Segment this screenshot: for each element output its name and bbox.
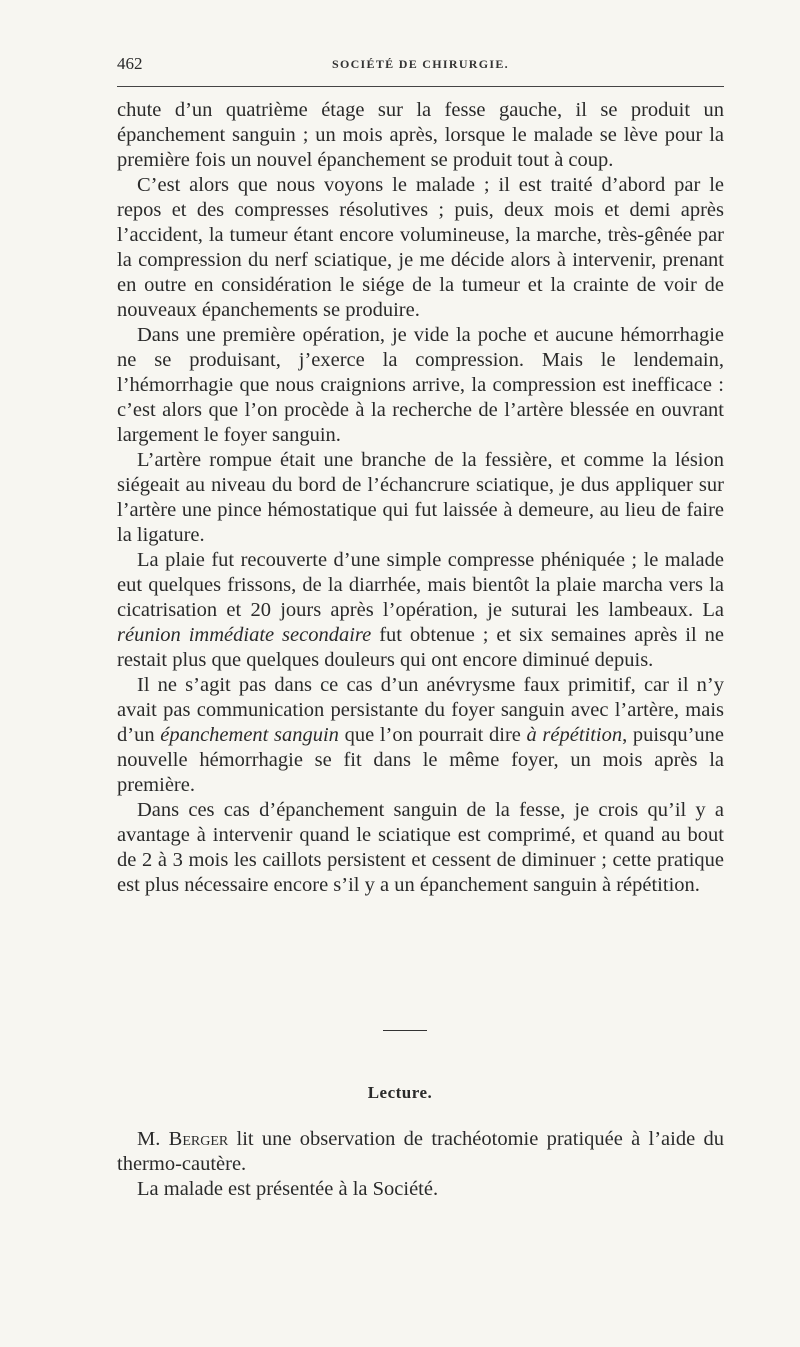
paragraph-5-text-a: La plaie fut recouverte d’une simple compresse phéniquée ; le malade eut quelques frissons, de la diarrhée, mais bientôt la plaie marcha vers la cicatrisation et 20 jours après l’opération, je suturai les lambeaux. La [117,549,724,621]
lecture-paragraph-1-rest: lit une observation de trachéotomie pratiquée à l’aide du thermo-cautère. [117,1128,724,1175]
paragraph-5-text-b: fut obtenue ; et six semaines après il ne restait plus que quelques douleurs qui ont encore diminué depuis. [117,624,724,671]
page-number: 462 [117,54,143,73]
author-prefix: M. [137,1128,169,1150]
lecture-paragraph-1 [117,1127,724,1177]
paragraph-6-text-b: que l’on pourrait dire [338,724,527,746]
header-rule [117,86,724,87]
paragraph-6-italic-1: épanchement sanguin [160,724,339,746]
lecture-text [117,1127,724,1202]
body-text [117,98,724,898]
paragraph-6 [117,673,724,798]
paragraph-5-italic: réunion immédiate secondaire [117,624,372,646]
paragraph-6-italic-2: à répétition [526,724,623,746]
author-name: Berger [168,1128,229,1150]
paragraph-4: L’artère rompue était une branche de la fessière, et comme la lésion siégeait au niveau du bord de l’échancrure sciatique, je dus appliquer sur l’artère une pince hémostatique qui fut laissée à demeure, au lieu de faire la ligature. [117,449,724,546]
paragraph-1: chute d’un quatrième étage sur la fesse gauche, il se produit un épanchement sanguin ; un mois après, lorsque le malade se lève pour la première fois un nouvel épanchement se produit tout à coup. [117,99,724,171]
section-title: Lecture. [367,1083,433,1102]
paragraph-6-text-c: , puisqu’une nouvelle hémorrhagie se fit dans le même foyer, un mois après la première. [117,724,725,796]
lecture-paragraph-2: La malade est présentée à la Société. [137,1178,439,1200]
paragraph-7: Dans ces cas d’épanchement sanguin de la fesse, je crois qu’il y a avantage à intervenir quand le sciatique est comprimé, et quand au bout de 2 à 3 mois les caillots persistent et cessent de diminuer ; cette pratique est plus nécessaire encore s’il y a un épanchement sanguin à répétition. [117,799,724,896]
page-header [117,54,724,76]
paragraph-2: C’est alors que nous voyons le malade ; il est traité d’abord par le repos et des compresses résolutives ; puis, deux mois et demi après l’accident, la tumeur étant encore volumineuse, la marche, très-gênée par la compression du nerf sciatique, je me décide alors à intervenir, prenant en outre en considération le siége de la tumeur et la crainte de voir de nouveaux épanchements se produire. [117,174,724,321]
paragraph-3: Dans une première opération, je vide la poche et aucune hémorrhagie ne se produisant, j’exerce la compression. Mais le lendemain, l’hémorrhagie que nous craignions arrive, la compression est inefficace : c’est alors que l’on procède à la recherche de l’artère blessée en ouvrant largement le foyer sanguin. [117,324,724,446]
paragraph-5 [117,548,724,673]
running-head: SOCIÉTÉ DE CHIRURGIE. [331,57,509,71]
section-separator [383,1030,427,1031]
paragraph-6-text-a: Il ne s’agit pas dans ce cas d’un anévrysme faux primitif, car il n’y avait pas communication persistante du foyer sanguin avec l’artère, mais d’un [117,674,724,746]
